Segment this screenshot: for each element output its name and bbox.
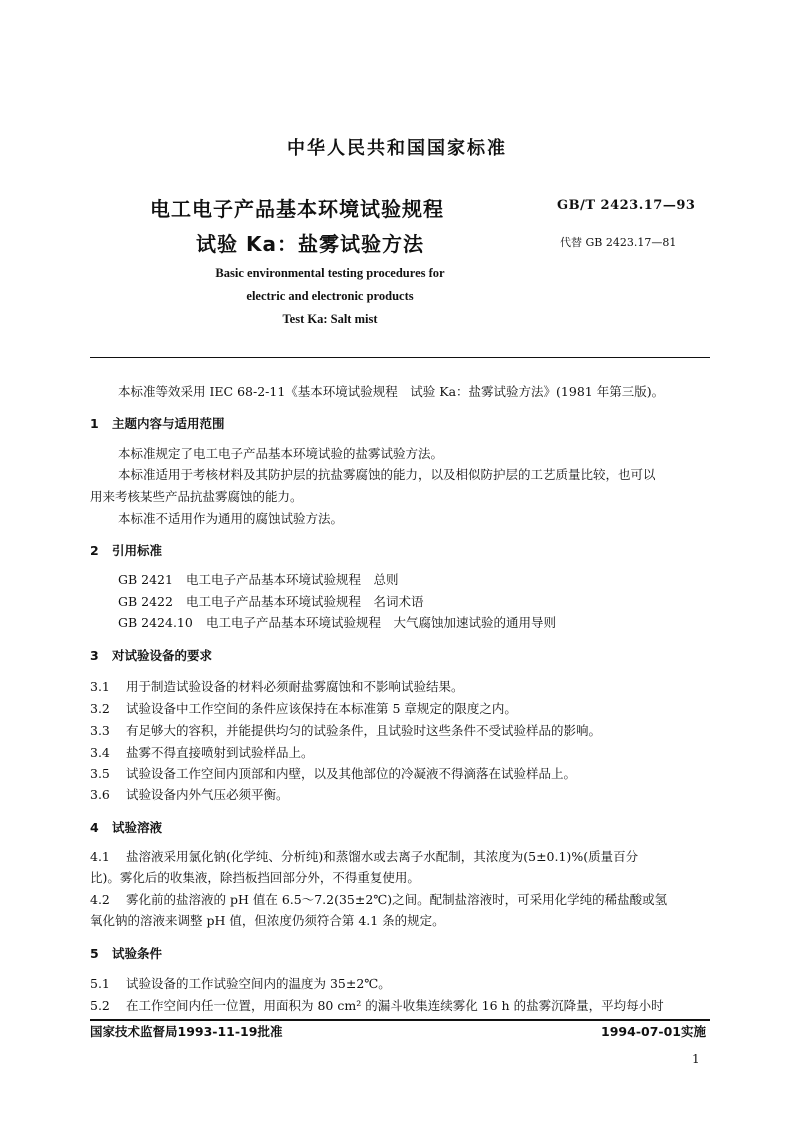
clause-number: 3.5	[90, 766, 110, 781]
english-title-line2: electric and electronic products	[246, 289, 414, 303]
clause-number: 4.2	[90, 892, 110, 907]
clause-text: 盐溶液采用氯化钠(化学纯、分析纯)和蒸馏水或去离子水配制，其浓度为(5±0.1)%(质量百分	[126, 849, 639, 864]
section-number: 2	[90, 543, 99, 558]
clause-item	[90, 996, 664, 1014]
section-number: 5	[90, 946, 99, 961]
clause-number: 3.6	[90, 787, 110, 802]
reference-code: GB 2421	[118, 572, 173, 587]
paragraph: 本标准适用于考核材料及其防护层的抗盐雾腐蚀的能力，以及相似防护层的工艺质量比较，也可以	[118, 467, 656, 482]
section-3-heading	[90, 646, 212, 664]
clause-text: 试验设备工作空间内顶部和内壁，以及其他部位的冷凝液不得滴落在试验样品上。	[126, 766, 577, 781]
section-title: 试验条件	[112, 946, 163, 961]
clause-number: 3.1	[90, 679, 110, 694]
section-title: 对试验设备的要求	[112, 648, 213, 663]
clause-number: 3.2	[90, 701, 110, 716]
section-2-heading	[90, 541, 162, 559]
clause-item	[90, 764, 576, 782]
document-title-line2: 试验 Ka：盐雾试验方法	[196, 232, 424, 256]
reference-title: 电工电子产品基本环境试验规程 大气腐蚀加速试验的通用导则	[206, 615, 557, 630]
section-1-heading	[90, 414, 225, 432]
reference-item	[118, 570, 399, 588]
reference-item	[118, 592, 424, 610]
replaces-standard: 代替 GB 2423.17—81	[560, 236, 677, 249]
section-number: 3	[90, 648, 99, 663]
paragraph: 本标准不适用作为通用的腐蚀试验方法。	[118, 511, 344, 526]
clause-item	[90, 974, 391, 992]
clause-text: 盐雾不得直接喷射到试验样品上。	[126, 745, 314, 760]
section-title: 引用标准	[112, 543, 163, 558]
reference-code: GB 2424.10	[118, 615, 193, 630]
clause-text: 试验设备内外气压必须平衡。	[126, 787, 289, 802]
section-number: 4	[90, 820, 99, 835]
clause-text: 用于制造试验设备的材料必须耐盐雾腐蚀和不影响试验结果。	[126, 679, 464, 694]
document-title-line1: 电工电子产品基本环境试验规程	[150, 197, 444, 221]
reference-code: GB 2422	[118, 594, 173, 609]
clause-text: 试验设备中工作空间的条件应该保持在本标准第 5 章规定的限度之内。	[126, 701, 517, 716]
footer-divider	[90, 1019, 710, 1021]
clause-item	[90, 785, 289, 803]
clause-item	[90, 699, 517, 717]
section-title: 试验溶液	[112, 820, 163, 835]
reference-title: 电工电子产品基本环境试验规程 名词术语	[186, 594, 424, 609]
clause-text: 雾化前的盐溶液的 pH 值在 6.5～7.2(35±2℃)之间。配制盐溶液时，可采用化学纯的稀盐酸或氢	[126, 892, 668, 907]
section-4-heading	[90, 818, 162, 836]
english-title-line1: Basic environmental testing procedures for	[215, 266, 445, 280]
clause-continuation: 比)。雾化后的收集液，除挡板挡回部分外，不得重复使用。	[90, 870, 420, 885]
implementation-date: 1994-07-01实施	[601, 1024, 706, 1039]
paragraph-continuation: 用来考核某些产品抗盐雾腐蚀的能力。	[90, 489, 303, 504]
clause-continuation: 氧化钠的溶液来调整 pH 值，但浓度仍须符合第 4.1 条的规定。	[90, 913, 445, 928]
clause-item	[90, 743, 314, 761]
clause-number: 4.1	[90, 849, 110, 864]
section-title: 主题内容与适用范围	[112, 416, 225, 431]
clause-number: 3.3	[90, 723, 110, 738]
clause-item	[90, 890, 667, 908]
national-standard-heading: 中华人民共和国国家标准	[287, 138, 507, 159]
intro-paragraph: 本标准等效采用 IEC 68-2-11《基本环境试验规程 试验 Ka：盐雾试验方法》(1981 年第三版)。	[118, 384, 665, 399]
section-5-heading	[90, 944, 162, 962]
clause-number: 5.2	[90, 998, 110, 1013]
standard-number: GB/T 2423.17—93	[557, 198, 696, 213]
page-number: 1	[692, 1052, 700, 1066]
clause-item	[90, 721, 601, 739]
clause-number: 5.1	[90, 976, 110, 991]
clause-item	[90, 847, 638, 865]
clause-text: 在工作空间内任一位置，用面积为 80 cm² 的漏斗收集连续雾化 16 h 的盐雾沉降量，平均每小时	[126, 998, 664, 1013]
paragraph: 本标准规定了电工电子产品基本环境试验的盐雾试验方法。	[118, 446, 444, 461]
clause-number: 3.4	[90, 745, 110, 760]
reference-title: 电工电子产品基本环境试验规程 总则	[186, 572, 399, 587]
section-number: 1	[90, 416, 99, 431]
clause-text: 有足够大的容积，并能提供均匀的试验条件，且试验时这些条件不受试验样品的影响。	[126, 723, 602, 738]
english-title-line3: Test Ka: Salt mist	[282, 312, 378, 326]
reference-item	[118, 613, 556, 631]
approval-date: 国家技术监督局1993-11-19批准	[90, 1024, 283, 1039]
header-divider	[90, 357, 710, 358]
clause-text: 试验设备的工作试验空间内的温度为 35±2℃。	[126, 976, 391, 991]
clause-item	[90, 677, 464, 695]
